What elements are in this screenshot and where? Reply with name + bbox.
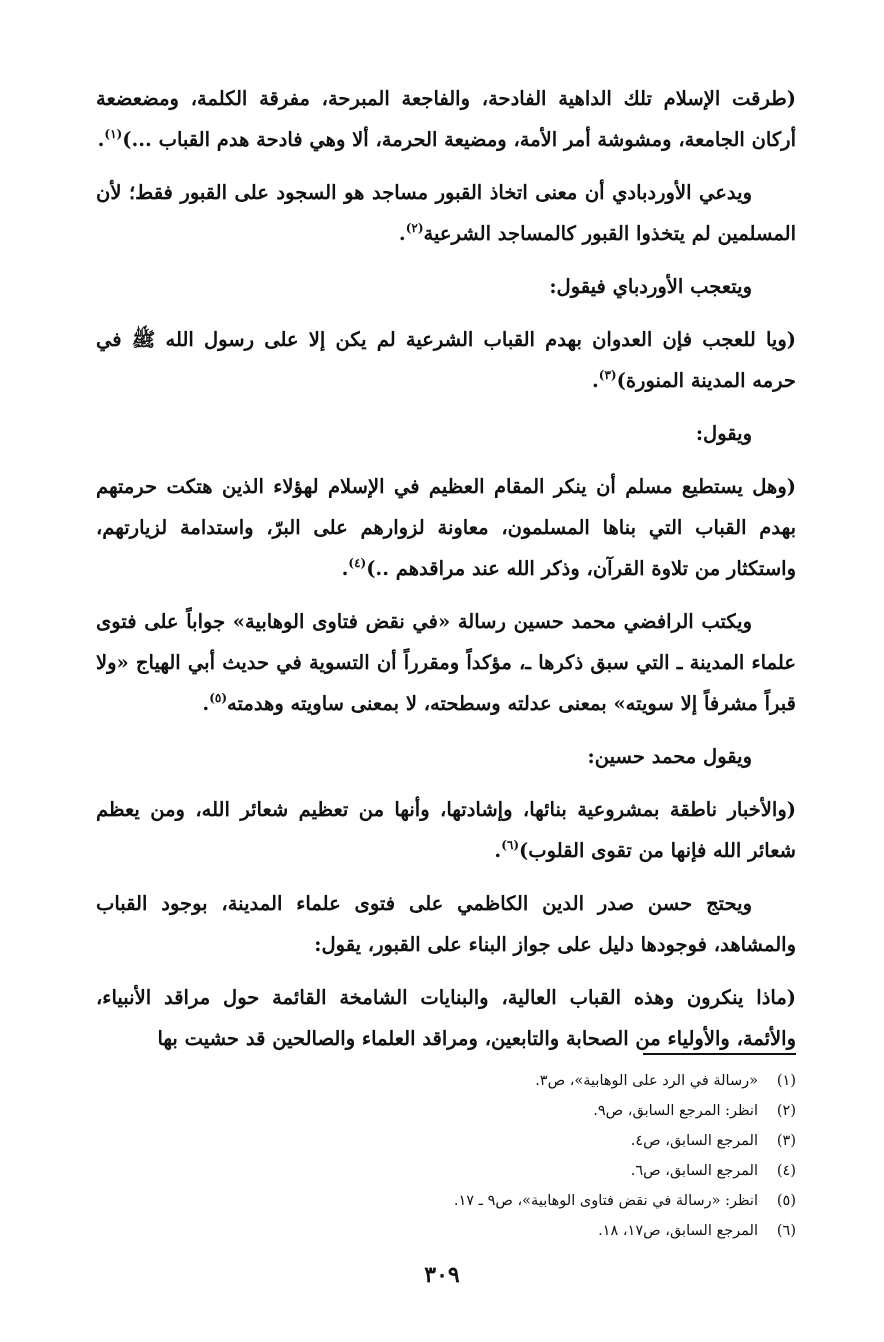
footnote-item (376, 1066, 796, 1096)
footnote-number: (٤) (776, 1163, 796, 1179)
paragraph-quote-1: (طرقت الإسلام تلك الداهية الفادحة، والفاجعة المبرحة، مفرقة الكلمة، ومضعضعة أركان الجامعة، ومشوشة أمر الأمة، ومضيعة الحرمة، ألا وهي فادحة هدم القباب ...)$^{(١)}$. (96, 87, 796, 151)
footnote-item (376, 1216, 796, 1246)
footnote-number: (٥) (776, 1193, 796, 1209)
paragraph-2: ويدعي الأوردبادي أن معنى اتخاذ القبور مساجد هو السجود على القبور فقط؛ لأن المسلمين لم يتخذوا القبور كالمساجد الشرعية$^{(٢)}$. (96, 181, 796, 245)
footnotes (376, 1066, 796, 1246)
footnote-text: «رسالة في الرد على الوهابية»، ص٣. (535, 1073, 758, 1089)
footnote-ref: (١) (104, 127, 123, 141)
paragraph-5: ويقول: (695, 422, 752, 445)
paragraph-quote-4: (ويا للعجب فإن العدوان بهدم القباب الشرعية لم يكن إلا على رسول الله ﷺ في حرمه المدينة المنورة)$^{(٣)}$. (96, 328, 796, 392)
footnote-item (376, 1186, 796, 1216)
footnote-number: (١) (776, 1073, 796, 1089)
footnote-text: انظر: «رسالة في نقض فتاوى الوهابية»، ص٩ ـ ١٧. (453, 1193, 758, 1209)
footnote-separator (643, 1053, 796, 1055)
footnote-text: انظر: المرجع السابق، ص٩. (593, 1103, 758, 1119)
paragraph-quote-11: (ماذا ينكرون وهذه القباب العالية، والبنايات الشامخة القائمة حول مراقد الأنبياء، والأئمة، والأولياء من الصحابة والتابعين، ومراقد العلماء والصالحين قد حشيت بها (96, 986, 796, 1050)
footnote-number: (٢) (776, 1103, 796, 1119)
footnote-text: المرجع السابق، ص٤. (630, 1133, 758, 1149)
paragraph-quote-6: (وهل يستطيع مسلم أن ينكر المقام العظيم في الإسلام لهؤلاء الذين هتكت حرمتهم بهدم القباب التي بناها المسلمون، معاونة لزوارهم على البرّ، واستدامة لزيارتهم، واستكثار من تلاوة القرآن، وذكر الله عند مراقدهم ..)$^{(٤)}$. (96, 475, 796, 580)
footnote-number: (٣) (776, 1133, 796, 1149)
paragraph-7: ويكتب الرافضي محمد حسين رسالة «في نقض فتاوى الوهابية» جواباً على فتوى علماء المدينة ـ التي سبق ذكرها ـ، مؤكداً ومقرراً أن التسوية في حديث أبي الهياج «ولا قبراً مشرفاً إلا سويته» بمعنى عدلته وسطحته، لا بمعنى ساويته وهدمته$^{(٥)}$. (96, 610, 796, 715)
paragraph-10: ويحتج حسن صدر الدين الكاظمي على فتوى علماء المدينة، بوجود القباب والمشاهد، فوجودها دليل على جواز البناء على القبور، يقول: (96, 892, 796, 956)
paragraph-quote-9: (والأخبار ناطقة بمشروعية بنائها، وإشادتها، وأنها من تعظيم شعائر الله، ومن يعظم شعائر الله فإنها من تقوى القلوب)$^{(٦)}$. (96, 798, 796, 862)
footnote-ref: (٢) (405, 221, 424, 235)
footnote-item (376, 1156, 796, 1186)
footnote-text: المرجع السابق، ص٦. (630, 1163, 758, 1179)
footnote-ref: (٦) (501, 838, 520, 852)
footnote-item (376, 1096, 796, 1126)
footnote-item (376, 1126, 796, 1156)
footnote-ref: (٣) (598, 368, 617, 382)
footnote-number: (٦) (776, 1223, 796, 1239)
paragraph-3: ويتعجب الأوردباي فيقول: (549, 275, 752, 298)
paragraph-8: ويقول محمد حسين: (587, 745, 752, 768)
page-number: ٣٠٩ (424, 1262, 460, 1288)
footnote-text: المرجع السابق، ص١٧، ١٨. (598, 1223, 758, 1239)
main-text (96, 78, 796, 1071)
footnote-ref: (٤) (348, 556, 367, 570)
footnote-ref: (٥) (209, 691, 228, 705)
